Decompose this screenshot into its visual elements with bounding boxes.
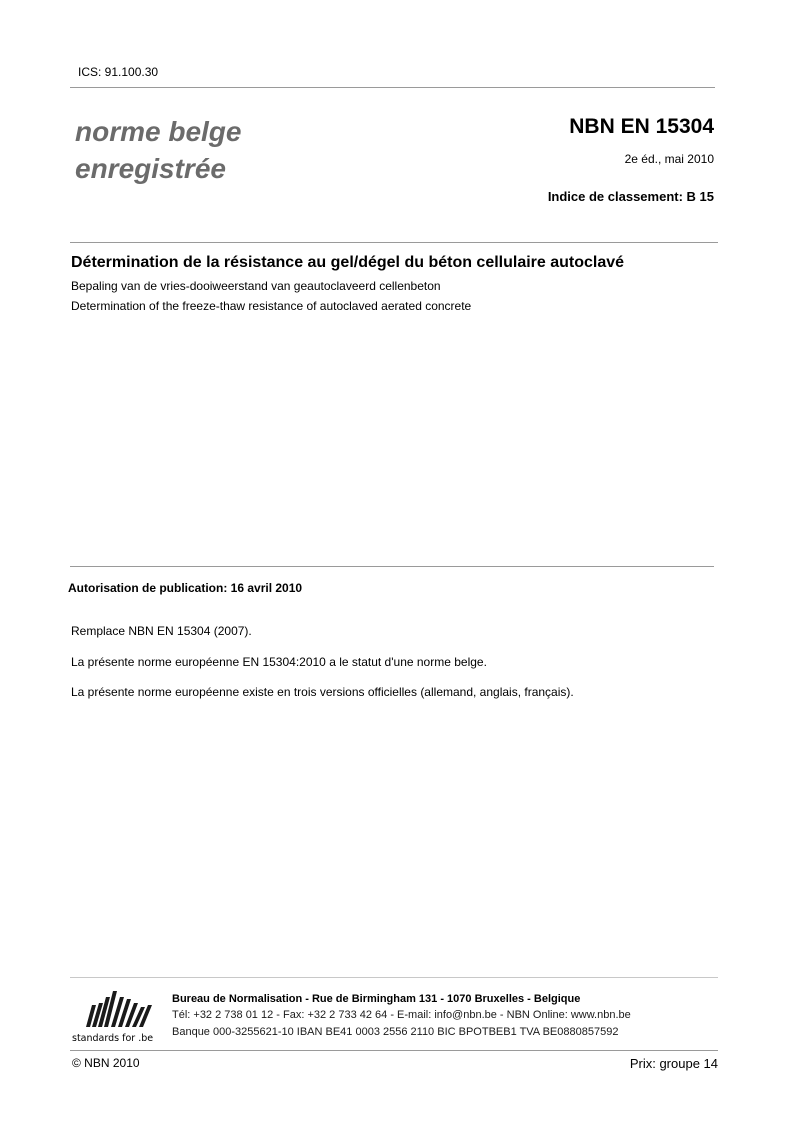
publication-authorisation: Autorisation de publication: 16 avril 2010 <box>68 581 303 595</box>
footer-divider <box>70 977 718 978</box>
title-divider-top <box>70 242 718 243</box>
footer-contact: Tél: +32 2 738 01 12 - Fax: +32 2 733 42 64 - E-mail: info@nbn.be - NBN Online: www.nbn.be <box>172 1009 631 1021</box>
logo-tagline: standards for .be <box>72 1033 154 1044</box>
norme-label <box>75 113 241 187</box>
norme-line-2: enregistrée <box>75 153 226 184</box>
footer-bank: Banque 000-3255621-10 IBAN BE41 0003 2556 2110 BIC BPOTBEB1 TVA BE0880857592 <box>172 1026 619 1038</box>
title-english: Determination of the freeze-thaw resistance of autoclaved aerated concrete <box>71 299 472 313</box>
top-divider <box>70 87 715 88</box>
ics-code: ICS: 91.100.30 <box>78 65 159 79</box>
footer-address: Bureau de Normalisation - Rue de Birmingham 131 - 1070 Bruxelles - Belgique <box>172 993 581 1005</box>
classification-index: Indice de classement: B 15 <box>547 189 714 204</box>
nbn-logo <box>70 985 160 1045</box>
norme-line-1: norme belge <box>75 116 242 147</box>
price-group: Prix: groupe 14 <box>629 1056 718 1071</box>
copyright: © NBN 2010 <box>72 1056 140 1070</box>
nbn-logo-mark-icon <box>70 985 160 1045</box>
standard-number: NBN EN 15304 <box>569 115 714 138</box>
title-dutch: Bepaling van de vries-dooiweerstand van geautoclaveerd cellenbeton <box>71 279 441 293</box>
title-french: Détermination de la résistance au gel/dégel du béton cellulaire autoclavé <box>71 254 625 271</box>
edition-date: 2e éd., mai 2010 <box>624 152 714 166</box>
paragraph-status: La présente norme européenne EN 15304:2010 a le statut d'une norme belge. <box>71 655 487 669</box>
title-divider-bottom <box>70 566 714 567</box>
paragraph-versions: La présente norme européenne existe en trois versions officielles (allemand, anglais, français). <box>71 685 574 699</box>
paragraph-replaces: Remplace NBN EN 15304 (2007). <box>71 624 252 638</box>
footer-bottom-divider <box>70 1050 718 1051</box>
